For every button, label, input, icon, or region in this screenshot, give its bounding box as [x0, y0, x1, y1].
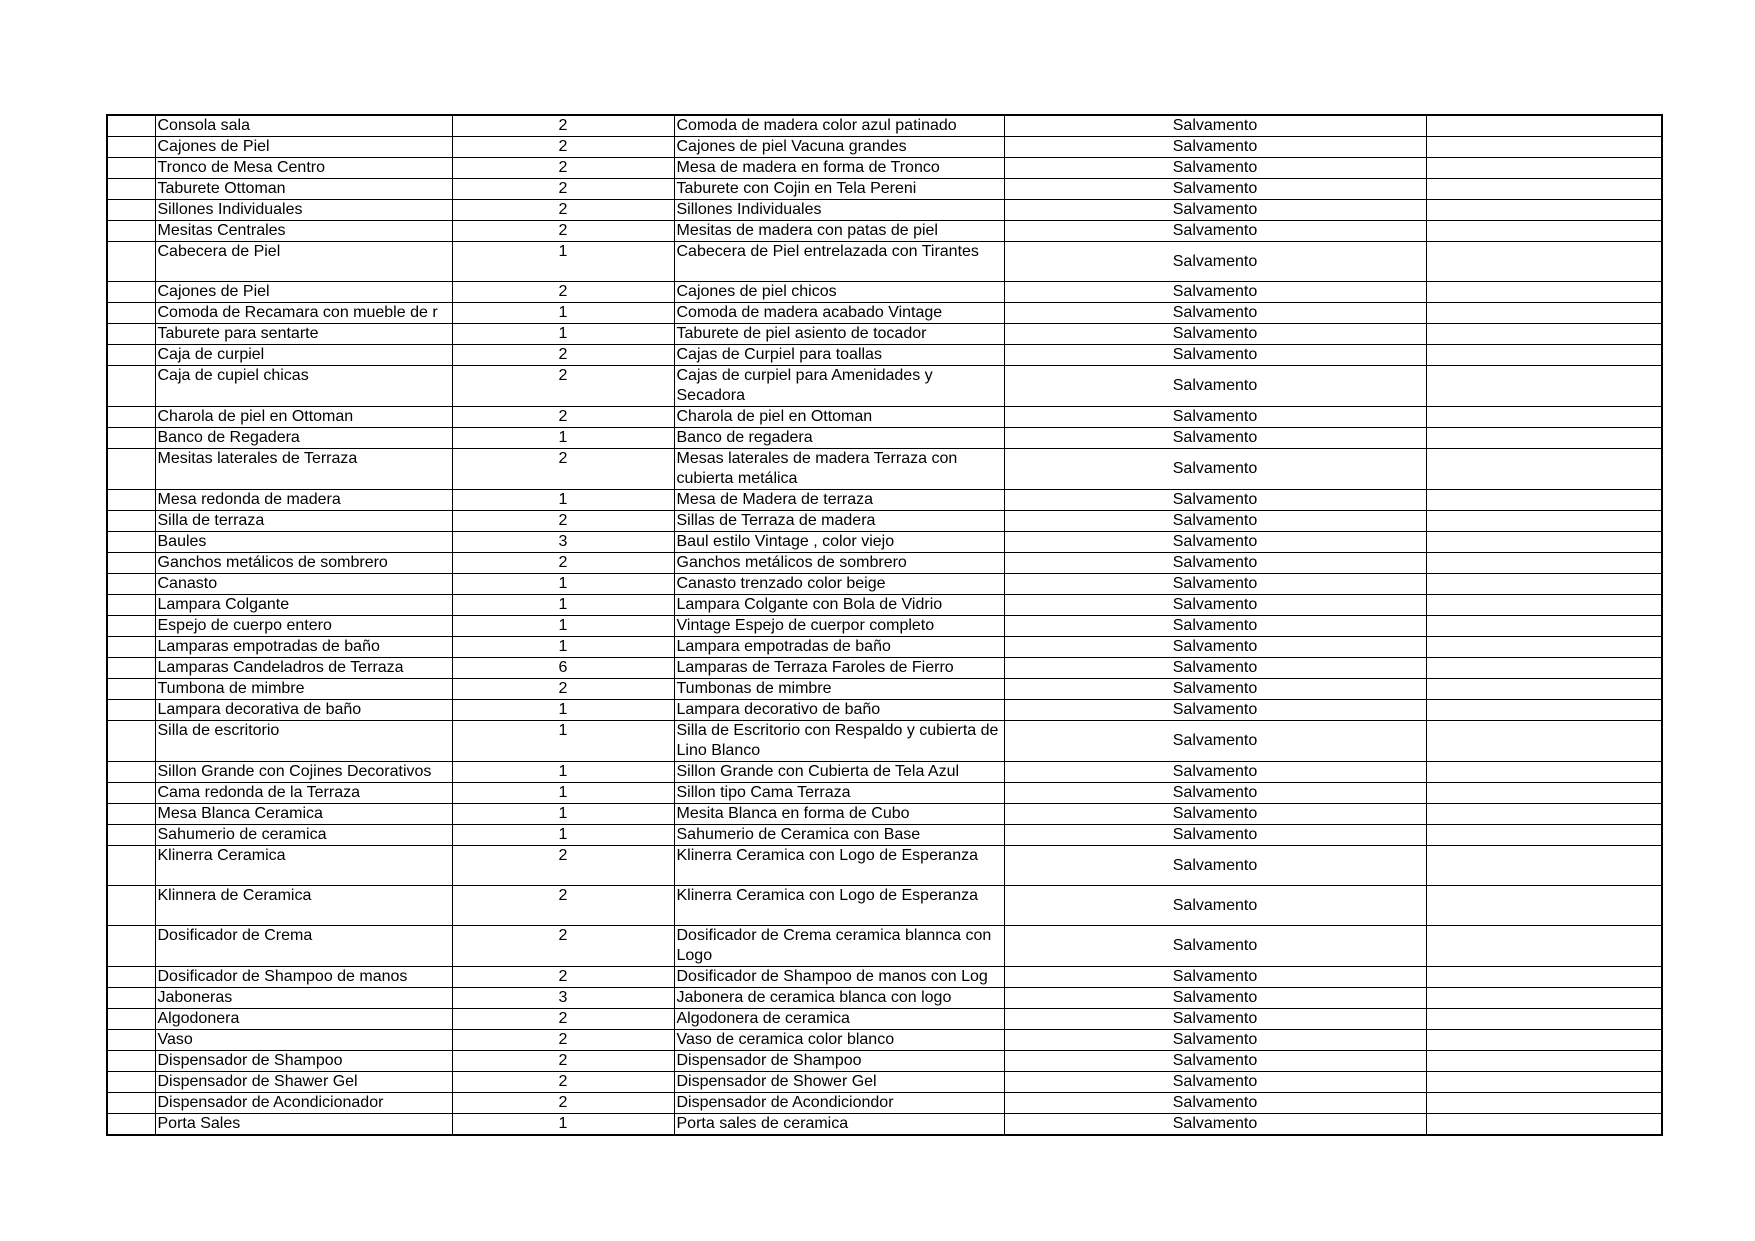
- quantity-cell: 1: [452, 303, 674, 324]
- notes-cell: [1426, 1114, 1662, 1136]
- quantity-cell: 2: [452, 967, 674, 988]
- table-row: [107, 783, 1662, 804]
- row-index-cell: [107, 658, 155, 679]
- item-name-cell: Dispensador de Shawer Gel: [155, 1072, 452, 1093]
- quantity-cell: 3: [452, 532, 674, 553]
- status-cell: Salvamento: [1004, 179, 1426, 200]
- table-row: [107, 595, 1662, 616]
- notes-cell: [1426, 428, 1662, 449]
- row-index-cell: [107, 242, 155, 282]
- description-cell: Vaso de ceramica color blanco: [674, 1030, 1004, 1051]
- item-name-cell: Comoda de Recamara con mueble de r: [155, 303, 452, 324]
- table-row: [107, 637, 1662, 658]
- row-index-cell: [107, 221, 155, 242]
- description-cell: Mesitas de madera con patas de piel: [674, 221, 1004, 242]
- quantity-cell: 2: [452, 1093, 674, 1114]
- description-cell: Taburete de piel asiento de tocador: [674, 324, 1004, 345]
- item-name-cell: Espejo de cuerpo entero: [155, 616, 452, 637]
- item-name-cell: Baules: [155, 532, 452, 553]
- item-name-cell: Dispensador de Acondicionador: [155, 1093, 452, 1114]
- row-index-cell: [107, 967, 155, 988]
- notes-cell: [1426, 846, 1662, 886]
- item-name-cell: Ganchos metálicos de sombrero: [155, 553, 452, 574]
- item-name-cell: Algodonera: [155, 1009, 452, 1030]
- row-index-cell: [107, 303, 155, 324]
- quantity-cell: 2: [452, 200, 674, 221]
- description-cell: Cajones de piel Vacuna grandes: [674, 137, 1004, 158]
- description-cell: Cajas de curpiel para Amenidades y Secadora: [674, 366, 1004, 407]
- row-index-cell: [107, 345, 155, 366]
- notes-cell: [1426, 553, 1662, 574]
- description-cell: Vintage Espejo de cuerpor completo: [674, 616, 1004, 637]
- row-index-cell: [107, 115, 155, 137]
- item-name-cell: Lamparas Candeladros de Terraza: [155, 658, 452, 679]
- quantity-cell: 2: [452, 449, 674, 490]
- description-cell: Canasto trenzado color beige: [674, 574, 1004, 595]
- description-cell: Dispensador de Shampoo: [674, 1051, 1004, 1072]
- item-name-cell: Mesa Blanca Ceramica: [155, 804, 452, 825]
- status-cell: Salvamento: [1004, 1114, 1426, 1136]
- description-cell: Banco de regadera: [674, 428, 1004, 449]
- table-row: [107, 1030, 1662, 1051]
- table-row: [107, 700, 1662, 721]
- row-index-cell: [107, 762, 155, 783]
- row-index-cell: [107, 1093, 155, 1114]
- table-row: [107, 532, 1662, 553]
- item-name-cell: Cabecera de Piel: [155, 242, 452, 282]
- status-cell: Salvamento: [1004, 1051, 1426, 1072]
- status-cell: Salvamento: [1004, 679, 1426, 700]
- row-index-cell: [107, 825, 155, 846]
- status-cell: Salvamento: [1004, 200, 1426, 221]
- item-name-cell: Lampara decorativa de baño: [155, 700, 452, 721]
- item-name-cell: Tronco de Mesa Centro: [155, 158, 452, 179]
- quantity-cell: 1: [452, 595, 674, 616]
- description-cell: Taburete con Cojin en Tela Pereni: [674, 179, 1004, 200]
- status-cell: Salvamento: [1004, 553, 1426, 574]
- item-name-cell: Taburete para sentarte: [155, 324, 452, 345]
- status-cell: Salvamento: [1004, 616, 1426, 637]
- table-row: [107, 137, 1662, 158]
- row-index-cell: [107, 721, 155, 762]
- item-name-cell: Mesa redonda de madera: [155, 490, 452, 511]
- notes-cell: [1426, 158, 1662, 179]
- quantity-cell: 2: [452, 1051, 674, 1072]
- row-index-cell: [107, 200, 155, 221]
- row-index-cell: [107, 926, 155, 967]
- description-cell: Lampara empotradas de baño: [674, 637, 1004, 658]
- row-index-cell: [107, 679, 155, 700]
- row-index-cell: [107, 1030, 155, 1051]
- description-cell: Silla de Escritorio con Respaldo y cubierta de Lino Blanco: [674, 721, 1004, 762]
- description-cell: Mesa de Madera de terraza: [674, 490, 1004, 511]
- notes-cell: [1426, 179, 1662, 200]
- table-row: [107, 1051, 1662, 1072]
- status-cell: Salvamento: [1004, 658, 1426, 679]
- item-name-cell: Taburete Ottoman: [155, 179, 452, 200]
- status-cell: Salvamento: [1004, 511, 1426, 532]
- table-row: [107, 511, 1662, 532]
- notes-cell: [1426, 511, 1662, 532]
- item-name-cell: Porta Sales: [155, 1114, 452, 1136]
- table-row: [107, 926, 1662, 967]
- notes-cell: [1426, 762, 1662, 783]
- row-index-cell: [107, 553, 155, 574]
- quantity-cell: 2: [452, 511, 674, 532]
- description-cell: Sahumerio de Ceramica con Base: [674, 825, 1004, 846]
- description-cell: Cabecera de Piel entrelazada con Tirantes: [674, 242, 1004, 282]
- table-row: [107, 366, 1662, 407]
- table-row: [107, 407, 1662, 428]
- status-cell: Salvamento: [1004, 532, 1426, 553]
- row-index-cell: [107, 158, 155, 179]
- row-index-cell: [107, 783, 155, 804]
- description-cell: Mesita Blanca en forma de Cubo: [674, 804, 1004, 825]
- item-name-cell: Charola de piel en Ottoman: [155, 407, 452, 428]
- quantity-cell: 2: [452, 679, 674, 700]
- item-name-cell: Mesitas laterales de Terraza: [155, 449, 452, 490]
- description-cell: Comoda de madera color azul patinado: [674, 115, 1004, 137]
- status-cell: Salvamento: [1004, 804, 1426, 825]
- quantity-cell: 1: [452, 428, 674, 449]
- table-row: [107, 158, 1662, 179]
- item-name-cell: Cama redonda de la Terraza: [155, 783, 452, 804]
- table-row: [107, 679, 1662, 700]
- table-row: [107, 179, 1662, 200]
- description-cell: Sillon Grande con Cubierta de Tela Azul: [674, 762, 1004, 783]
- item-name-cell: Klinnera de Ceramica: [155, 886, 452, 926]
- status-cell: Salvamento: [1004, 221, 1426, 242]
- row-index-cell: [107, 179, 155, 200]
- quantity-cell: 2: [452, 345, 674, 366]
- quantity-cell: 2: [452, 158, 674, 179]
- notes-cell: [1426, 804, 1662, 825]
- description-cell: Sillones Individuales: [674, 200, 1004, 221]
- quantity-cell: 3: [452, 988, 674, 1009]
- row-index-cell: [107, 700, 155, 721]
- status-cell: Salvamento: [1004, 428, 1426, 449]
- quantity-cell: 2: [452, 1072, 674, 1093]
- description-cell: Klinerra Ceramica con Logo de Esperanza: [674, 846, 1004, 886]
- notes-cell: [1426, 679, 1662, 700]
- table-row: [107, 574, 1662, 595]
- quantity-cell: 1: [452, 324, 674, 345]
- status-cell: Salvamento: [1004, 345, 1426, 366]
- table-row: [107, 967, 1662, 988]
- status-cell: Salvamento: [1004, 366, 1426, 407]
- item-name-cell: Caja de curpiel: [155, 345, 452, 366]
- description-cell: Baul estilo Vintage , color viejo: [674, 532, 1004, 553]
- inventory-table: [106, 114, 1663, 1136]
- status-cell: Salvamento: [1004, 721, 1426, 762]
- status-cell: Salvamento: [1004, 1009, 1426, 1030]
- quantity-cell: 1: [452, 721, 674, 762]
- status-cell: Salvamento: [1004, 595, 1426, 616]
- table-row: [107, 846, 1662, 886]
- row-index-cell: [107, 595, 155, 616]
- description-cell: Jabonera de ceramica blanca con logo: [674, 988, 1004, 1009]
- table-row: [107, 200, 1662, 221]
- description-cell: Algodonera de ceramica: [674, 1009, 1004, 1030]
- quantity-cell: 2: [452, 282, 674, 303]
- table-row: [107, 886, 1662, 926]
- notes-cell: [1426, 658, 1662, 679]
- status-cell: Salvamento: [1004, 1072, 1426, 1093]
- notes-cell: [1426, 1030, 1662, 1051]
- notes-cell: [1426, 115, 1662, 137]
- status-cell: Salvamento: [1004, 825, 1426, 846]
- quantity-cell: 2: [452, 1009, 674, 1030]
- status-cell: Salvamento: [1004, 700, 1426, 721]
- item-name-cell: Dispensador de Shampoo: [155, 1051, 452, 1072]
- item-name-cell: Dosificador de Shampoo de manos: [155, 967, 452, 988]
- row-index-cell: [107, 637, 155, 658]
- quantity-cell: 1: [452, 700, 674, 721]
- notes-cell: [1426, 407, 1662, 428]
- status-cell: Salvamento: [1004, 1030, 1426, 1051]
- table-row: [107, 282, 1662, 303]
- notes-cell: [1426, 366, 1662, 407]
- description-cell: Mesa de madera en forma de Tronco: [674, 158, 1004, 179]
- quantity-cell: 1: [452, 762, 674, 783]
- status-cell: Salvamento: [1004, 490, 1426, 511]
- row-index-cell: [107, 846, 155, 886]
- description-cell: Porta sales de ceramica: [674, 1114, 1004, 1136]
- description-cell: Dosificador de Crema ceramica blannca con Logo: [674, 926, 1004, 967]
- item-name-cell: Lamparas empotradas de baño: [155, 637, 452, 658]
- description-cell: Klinerra Ceramica con Logo de Esperanza: [674, 886, 1004, 926]
- table-row: [107, 1072, 1662, 1093]
- item-name-cell: Sillon Grande con Cojines Decorativos: [155, 762, 452, 783]
- status-cell: Salvamento: [1004, 846, 1426, 886]
- notes-cell: [1426, 783, 1662, 804]
- notes-cell: [1426, 886, 1662, 926]
- description-cell: Tumbonas de mimbre: [674, 679, 1004, 700]
- description-cell: Mesas laterales de madera Terraza con cubierta metálica: [674, 449, 1004, 490]
- notes-cell: [1426, 988, 1662, 1009]
- table-row: [107, 762, 1662, 783]
- table-row: [107, 303, 1662, 324]
- description-cell: Charola de piel en Ottoman: [674, 407, 1004, 428]
- row-index-cell: [107, 804, 155, 825]
- notes-cell: [1426, 137, 1662, 158]
- status-cell: Salvamento: [1004, 303, 1426, 324]
- row-index-cell: [107, 511, 155, 532]
- row-index-cell: [107, 324, 155, 345]
- row-index-cell: [107, 407, 155, 428]
- table-row: [107, 825, 1662, 846]
- quantity-cell: 2: [452, 179, 674, 200]
- notes-cell: [1426, 242, 1662, 282]
- item-name-cell: Cajones de Piel: [155, 282, 452, 303]
- row-index-cell: [107, 282, 155, 303]
- table-row: [107, 616, 1662, 637]
- notes-cell: [1426, 1051, 1662, 1072]
- notes-cell: [1426, 532, 1662, 553]
- status-cell: Salvamento: [1004, 783, 1426, 804]
- table-row: [107, 1093, 1662, 1114]
- item-name-cell: Cajones de Piel: [155, 137, 452, 158]
- notes-cell: [1426, 282, 1662, 303]
- table-row: [107, 428, 1662, 449]
- notes-cell: [1426, 595, 1662, 616]
- status-cell: Salvamento: [1004, 988, 1426, 1009]
- notes-cell: [1426, 825, 1662, 846]
- item-name-cell: Jaboneras: [155, 988, 452, 1009]
- status-cell: Salvamento: [1004, 407, 1426, 428]
- quantity-cell: 2: [452, 926, 674, 967]
- quantity-cell: 1: [452, 490, 674, 511]
- notes-cell: [1426, 637, 1662, 658]
- table-row: [107, 490, 1662, 511]
- quantity-cell: 1: [452, 574, 674, 595]
- row-index-cell: [107, 886, 155, 926]
- quantity-cell: 2: [452, 137, 674, 158]
- quantity-cell: 2: [452, 1030, 674, 1051]
- notes-cell: [1426, 200, 1662, 221]
- notes-cell: [1426, 1072, 1662, 1093]
- item-name-cell: Caja de cupiel chicas: [155, 366, 452, 407]
- table-row: [107, 553, 1662, 574]
- row-index-cell: [107, 449, 155, 490]
- quantity-cell: 2: [452, 886, 674, 926]
- notes-cell: [1426, 345, 1662, 366]
- table-row: [107, 721, 1662, 762]
- notes-cell: [1426, 1093, 1662, 1114]
- quantity-cell: 1: [452, 1114, 674, 1136]
- inventory-table-body: [107, 115, 1662, 1135]
- notes-cell: [1426, 449, 1662, 490]
- notes-cell: [1426, 1009, 1662, 1030]
- description-cell: Dispensador de Shower Gel: [674, 1072, 1004, 1093]
- item-name-cell: Silla de escritorio: [155, 721, 452, 762]
- status-cell: Salvamento: [1004, 115, 1426, 137]
- row-index-cell: [107, 574, 155, 595]
- quantity-cell: 2: [452, 846, 674, 886]
- item-name-cell: Vaso: [155, 1030, 452, 1051]
- notes-cell: [1426, 926, 1662, 967]
- status-cell: Salvamento: [1004, 1093, 1426, 1114]
- description-cell: Lampara Colgante con Bola de Vidrio: [674, 595, 1004, 616]
- row-index-cell: [107, 616, 155, 637]
- item-name-cell: Lampara Colgante: [155, 595, 452, 616]
- quantity-cell: 2: [452, 366, 674, 407]
- row-index-cell: [107, 490, 155, 511]
- status-cell: Salvamento: [1004, 137, 1426, 158]
- row-index-cell: [107, 988, 155, 1009]
- item-name-cell: Sillones Individuales: [155, 200, 452, 221]
- quantity-cell: 1: [452, 616, 674, 637]
- table-row: [107, 242, 1662, 282]
- item-name-cell: Silla de terraza: [155, 511, 452, 532]
- notes-cell: [1426, 324, 1662, 345]
- notes-cell: [1426, 221, 1662, 242]
- status-cell: Salvamento: [1004, 967, 1426, 988]
- quantity-cell: 2: [452, 115, 674, 137]
- status-cell: Salvamento: [1004, 282, 1426, 303]
- description-cell: Dispensador de Acondiciondor: [674, 1093, 1004, 1114]
- item-name-cell: Canasto: [155, 574, 452, 595]
- notes-cell: [1426, 616, 1662, 637]
- status-cell: Salvamento: [1004, 574, 1426, 595]
- table-row: [107, 324, 1662, 345]
- quantity-cell: 6: [452, 658, 674, 679]
- row-index-cell: [107, 1072, 155, 1093]
- item-name-cell: Klinerra Ceramica: [155, 846, 452, 886]
- row-index-cell: [107, 532, 155, 553]
- quantity-cell: 1: [452, 783, 674, 804]
- quantity-cell: 1: [452, 242, 674, 282]
- status-cell: Salvamento: [1004, 886, 1426, 926]
- notes-cell: [1426, 700, 1662, 721]
- status-cell: Salvamento: [1004, 762, 1426, 783]
- item-name-cell: Dosificador de Crema: [155, 926, 452, 967]
- table-row: [107, 988, 1662, 1009]
- table-row: [107, 221, 1662, 242]
- quantity-cell: 1: [452, 637, 674, 658]
- description-cell: Sillon tipo Cama Terraza: [674, 783, 1004, 804]
- table-row: [107, 115, 1662, 137]
- description-cell: Comoda de madera acabado Vintage: [674, 303, 1004, 324]
- quantity-cell: 2: [452, 221, 674, 242]
- table-row: [107, 658, 1662, 679]
- description-cell: Lamparas de Terraza Faroles de Fierro: [674, 658, 1004, 679]
- item-name-cell: Consola sala: [155, 115, 452, 137]
- status-cell: Salvamento: [1004, 324, 1426, 345]
- description-cell: Dosificador de Shampoo de manos con Log: [674, 967, 1004, 988]
- description-cell: Cajas de Curpiel para toallas: [674, 345, 1004, 366]
- description-cell: Sillas de Terraza de madera: [674, 511, 1004, 532]
- item-name-cell: Banco de Regadera: [155, 428, 452, 449]
- status-cell: Salvamento: [1004, 449, 1426, 490]
- row-index-cell: [107, 137, 155, 158]
- row-index-cell: [107, 1114, 155, 1136]
- table-row: [107, 804, 1662, 825]
- notes-cell: [1426, 967, 1662, 988]
- quantity-cell: 2: [452, 553, 674, 574]
- row-index-cell: [107, 366, 155, 407]
- row-index-cell: [107, 428, 155, 449]
- notes-cell: [1426, 574, 1662, 595]
- item-name-cell: Mesitas Centrales: [155, 221, 452, 242]
- quantity-cell: 1: [452, 825, 674, 846]
- status-cell: Salvamento: [1004, 158, 1426, 179]
- table-row: [107, 1009, 1662, 1030]
- description-cell: Lampara decorativo de baño: [674, 700, 1004, 721]
- item-name-cell: Sahumerio de ceramica: [155, 825, 452, 846]
- quantity-cell: 1: [452, 804, 674, 825]
- status-cell: Salvamento: [1004, 242, 1426, 282]
- status-cell: Salvamento: [1004, 926, 1426, 967]
- notes-cell: [1426, 490, 1662, 511]
- status-cell: Salvamento: [1004, 637, 1426, 658]
- table-row: [107, 449, 1662, 490]
- notes-cell: [1426, 303, 1662, 324]
- row-index-cell: [107, 1009, 155, 1030]
- description-cell: Ganchos metálicos de sombrero: [674, 553, 1004, 574]
- quantity-cell: 2: [452, 407, 674, 428]
- row-index-cell: [107, 1051, 155, 1072]
- description-cell: Cajones de piel chicos: [674, 282, 1004, 303]
- notes-cell: [1426, 721, 1662, 762]
- table-row: [107, 345, 1662, 366]
- table-row: [107, 1114, 1662, 1136]
- item-name-cell: Tumbona de mimbre: [155, 679, 452, 700]
